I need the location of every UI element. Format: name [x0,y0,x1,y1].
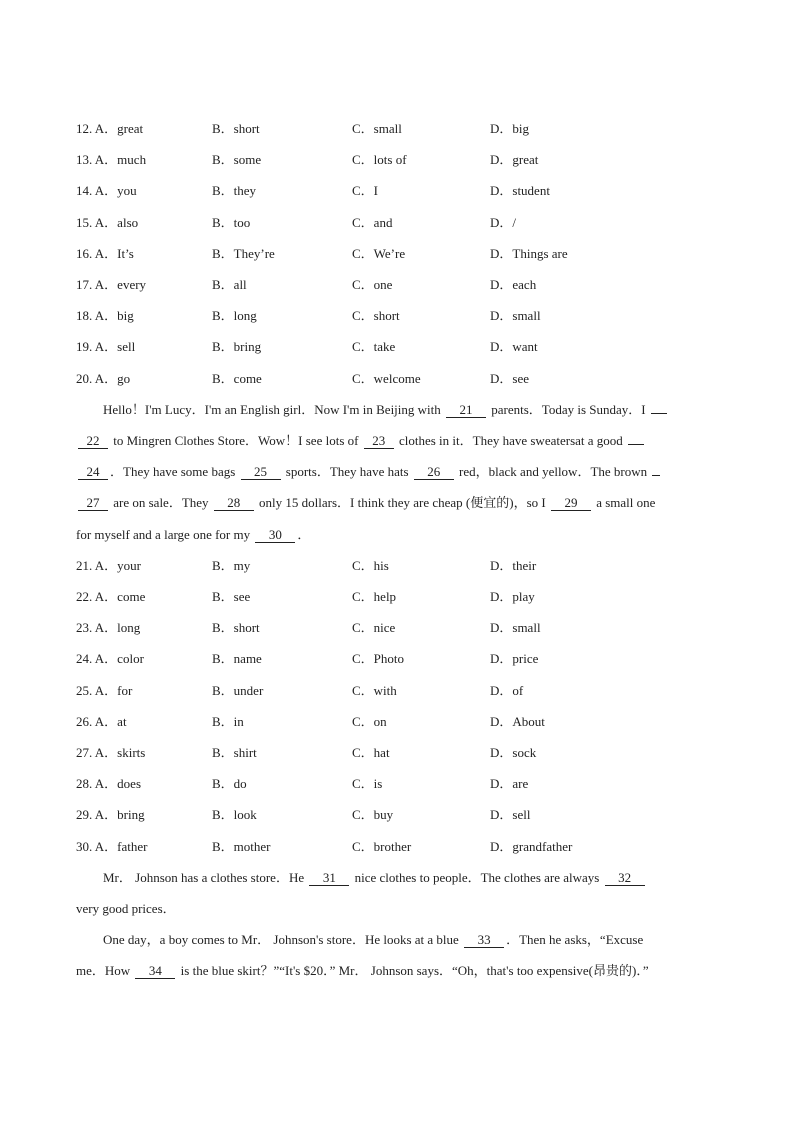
passage-text: parents．Today is Sunday．I [488,402,649,417]
option-c: C．his [352,558,389,573]
passage-line [76,493,720,513]
option-c: C．lots of [352,152,407,167]
option-d: D．small [490,620,541,635]
option-d: D．grandfather [490,839,573,854]
option-a: A．sell [94,339,136,354]
question-label [76,805,145,825]
question-row [76,618,736,638]
question-row [76,649,736,669]
passage-text: are on sale．They [110,495,212,510]
question-row [76,774,736,794]
question-label [76,712,127,732]
passage-text: Mr． Johnson has a clothes store．He [103,870,308,885]
answer-blank[interactable]: 27 [78,496,108,511]
option-c: C．with [352,683,397,698]
option-c: C．buy [352,807,394,822]
option-a: A．long [94,620,141,635]
question-number: 25. [76,683,93,698]
question-label [76,244,134,264]
question-row [76,556,736,576]
option-d: D．About [490,714,545,729]
question-label [76,681,132,701]
option-b: B．They’re [212,246,275,261]
question-number: 13. [76,152,93,167]
answer-blank[interactable] [628,444,644,445]
passage-text: only 15 dollars．I think they are cheap (便宜的)，so I [255,495,549,510]
question-label [76,337,135,357]
question-number: 21. [76,558,93,573]
option-b: B．short [212,620,260,635]
question-number: 15. [76,215,93,230]
question-number: 26. [76,714,93,729]
option-c: C．on [352,714,387,729]
option-c: C．short [352,308,400,323]
passage-text: ． [297,527,311,542]
passage-text: Hello！I'm Lucy．I'm an English girl．Now I'm in Beijing with [103,402,445,417]
question-label [76,369,130,389]
question-label [76,181,137,201]
option-d: D．great [490,152,539,167]
option-c: C．I [352,183,379,198]
question-number: 30. [76,839,93,854]
passage-text: to Mingren Clothes Store．Wow！I see lots of [110,433,362,448]
question-number: 28. [76,776,93,791]
option-b: B．do [212,776,247,791]
passage-line [76,525,720,545]
option-d: D．play [490,589,535,604]
question-number: 23. [76,620,93,635]
question-row [76,337,736,357]
option-c: C．help [352,589,397,604]
option-b: B．come [212,371,262,386]
option-c: C．small [352,121,402,136]
question-number: 16. [76,246,93,261]
option-c: C．hat [352,745,390,760]
answer-blank[interactable]: 26 [414,465,454,480]
question-row [76,181,736,201]
option-c: C．is [352,776,383,791]
option-d: D．want [490,339,538,354]
passage-text: ．Then he asks，“Excuse [506,932,644,947]
option-a: A．you [94,183,137,198]
question-row [76,805,736,825]
question-row [76,150,736,170]
question-row [76,587,736,607]
question-row [76,244,736,264]
passage-text: clothes in it．They have sweatersat a good [395,433,627,448]
question-number: 12. [76,121,93,136]
option-b: B．look [212,807,257,822]
option-d: D．are [490,776,529,791]
option-b: B．in [212,714,244,729]
option-d: D．sell [490,807,531,822]
option-d: D．student [490,183,550,198]
passage-text: nice clothes to people．The clothes are always [351,870,603,885]
question-number: 17. [76,277,93,292]
answer-blank[interactable] [651,413,667,414]
answer-blank[interactable]: 32 [605,871,645,886]
answer-blank[interactable]: 23 [364,434,394,449]
passage-text: a small one [592,495,656,510]
question-number: 20. [76,371,93,386]
passage-line [103,400,720,420]
option-a: A．much [94,152,147,167]
option-d: D．/ [490,215,517,230]
answer-blank[interactable]: 22 [78,434,108,449]
question-row [76,681,736,701]
option-a: A．color [94,651,144,666]
question-label [76,649,144,669]
option-a: A．father [94,839,148,854]
option-b: B．mother [212,839,271,854]
option-c: C．nice [352,620,396,635]
question-number: 29. [76,807,93,822]
option-d: D．sock [490,745,537,760]
question-number: 18. [76,308,93,323]
answer-blank[interactable]: 24 [78,465,108,480]
question-label [76,743,145,763]
answer-blank[interactable] [652,475,660,476]
question-row [76,306,736,326]
question-label [76,150,146,170]
question-row [76,213,736,233]
question-label [76,618,140,638]
question-label [76,587,145,607]
passage-line [76,462,720,482]
option-c: C．We’re [352,246,406,261]
question-label [76,119,143,139]
answer-blank[interactable]: 30 [255,528,295,543]
answer-blank[interactable]: 28 [214,496,254,511]
passage-text: ．They have some bags [110,464,239,479]
option-c: C．brother [352,839,412,854]
option-b: B．name [212,651,262,666]
option-a: A．does [94,776,142,791]
passage-line [76,899,720,919]
option-a: A．It’s [94,246,134,261]
passage-line [76,431,720,451]
passage-text: for myself and a large one for my [76,527,254,542]
option-b: B．short [212,121,260,136]
answer-blank[interactable]: 34 [135,964,175,979]
option-b: B．my [212,558,251,573]
passage-line [76,961,720,981]
passage-line [103,930,720,950]
answer-blank[interactable]: 31 [309,871,349,886]
question-row [76,712,736,732]
question-label [76,774,141,794]
question-label [76,556,141,576]
option-a: A．your [94,558,142,573]
passage-text: red，black and yellow．The brown [455,464,651,479]
option-c: C．one [352,277,393,292]
question-label [76,837,148,857]
option-d: D．Things are [490,246,568,261]
option-b: B．too [212,215,251,230]
option-c: C．take [352,339,396,354]
option-b: B．under [212,683,264,698]
option-d: D．small [490,308,541,323]
question-row [76,275,736,295]
answer-blank[interactable]: 33 [464,933,504,948]
passage-text: One day，a boy comes to Mr． Johnson's store．He looks at a blue [103,932,463,947]
option-c: C．welcome [352,371,421,386]
question-number: 27. [76,745,93,760]
passage-text: sports．They have hats [282,464,412,479]
option-d: D．their [490,558,537,573]
option-b: B．all [212,277,247,292]
option-c: C．and [352,215,393,230]
option-a: A．every [94,277,147,292]
option-b: B．long [212,308,257,323]
question-number: 19. [76,339,93,354]
option-d: D．see [490,371,529,386]
question-row [76,837,736,857]
option-a: A．come [94,589,146,604]
passage-text: me．How [76,963,134,978]
passage-line [103,868,720,888]
option-b: B．shirt [212,745,257,760]
option-a: A．skirts [94,745,146,760]
question-row [76,743,736,763]
option-a: A．for [94,683,133,698]
option-d: D．each [490,277,537,292]
option-b: B．they [212,183,257,198]
question-number: 24. [76,651,93,666]
question-row [76,369,736,389]
option-a: A．great [94,121,144,136]
option-d: D．of [490,683,524,698]
answer-blank[interactable]: 25 [241,465,281,480]
option-a: A．go [94,371,131,386]
question-number: 14. [76,183,93,198]
question-number: 22. [76,589,93,604]
option-b: B．see [212,589,251,604]
option-c: C．Photo [352,651,405,666]
question-row [76,119,736,139]
option-a: A．bring [94,807,145,822]
option-b: B．bring [212,339,262,354]
option-a: A．also [94,215,139,230]
answer-blank[interactable]: 29 [551,496,591,511]
option-a: A．big [94,308,134,323]
option-d: D．big [490,121,530,136]
passage-text: is the blue skirt？”“It's $20．” Mr． Johnson says．“Oh，that's too expensive(昂贵的)．” [177,963,649,978]
option-a: A．at [94,714,127,729]
question-label [76,213,138,233]
question-label [76,306,134,326]
question-label [76,275,146,295]
option-d: D．price [490,651,539,666]
answer-blank[interactable]: 21 [446,403,486,418]
passage-text: very good prices． [76,901,176,916]
option-b: B．some [212,152,262,167]
